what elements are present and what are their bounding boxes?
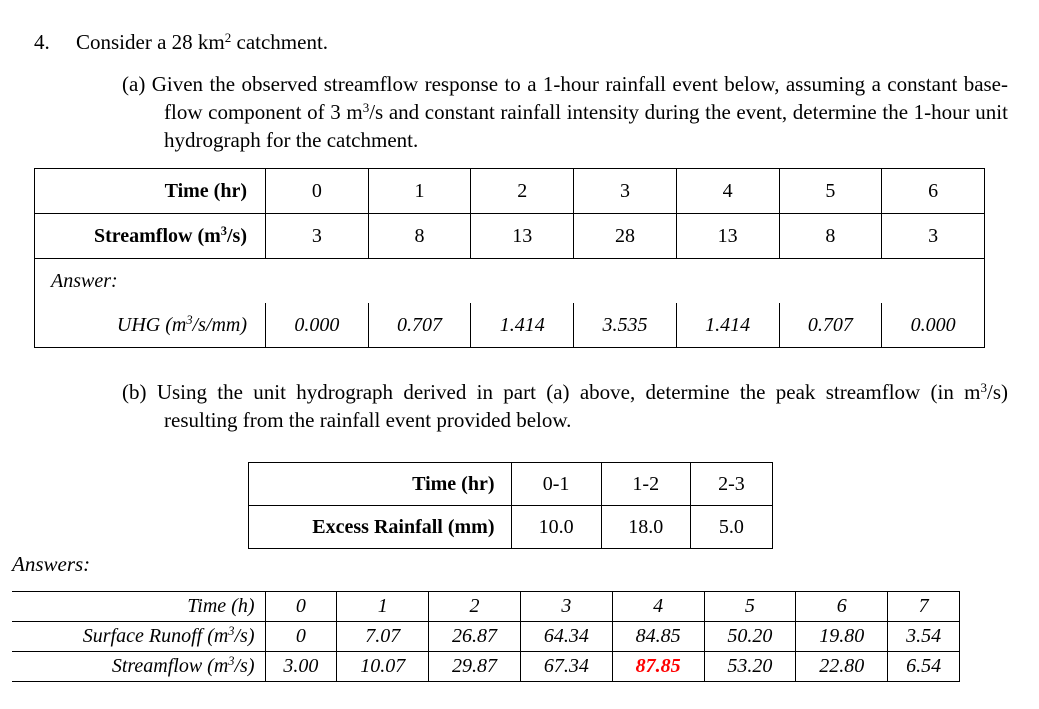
time-cell: 1 [368, 169, 471, 214]
table-row [249, 463, 773, 506]
uhg-header [35, 303, 266, 348]
runoff-header-pre: Surface Runoff (m [82, 625, 229, 647]
part-b-text-1: Using the unit hydrograph derived in part (a) above, determine the peak streamflow (in m [156, 380, 981, 404]
part-b-text-2: /s) resulting from the rainfall event provided below. [164, 380, 1009, 432]
question-text-end: catchment. [231, 30, 329, 54]
streamflow-cell: 13 [676, 214, 779, 259]
streamflow-table [34, 168, 985, 348]
excess-rainfall-header: Excess Rainfall (mm) [249, 506, 512, 549]
answer-streamflow-cell: 29.87 [429, 652, 521, 682]
uhg-cell: 0.000 [266, 303, 369, 348]
answers-table [12, 591, 960, 682]
answer-streamflow-header-sup: 3 [228, 654, 235, 669]
runoff-cell: 26.87 [429, 622, 521, 652]
rain-cell: 10.0 [511, 506, 601, 549]
rain-cell: 18.0 [601, 506, 690, 549]
part-a-text-1: Given the observed streamflow response to a 1-hour rainfall event below, assuming a constant base-flow component of 3 m [151, 72, 1008, 124]
runoff-cell: 0 [265, 622, 337, 652]
table-row [35, 214, 985, 259]
part-b-sup: 3 [980, 379, 988, 395]
question-text [76, 30, 328, 55]
question-text-main: Consider a 28 km [76, 30, 225, 54]
streamflow-cell: 8 [779, 214, 882, 259]
answer-streamflow-cell: 22.80 [796, 652, 888, 682]
runoff-header-sup: 3 [228, 624, 235, 639]
streamflow-cell: 28 [574, 214, 677, 259]
streamflow-cell: 3 [266, 214, 369, 259]
answer-streamflow-cell: 10.07 [337, 652, 429, 682]
uhg-header-pre: UHG (m [116, 313, 187, 336]
streamflow-header-pre: Streamflow (m [93, 224, 221, 247]
answer-time-cell: 6 [796, 592, 888, 622]
table-row [12, 592, 960, 622]
peak-streamflow-cell: 87.85 [612, 652, 704, 682]
table-row [249, 506, 773, 549]
answer-time-cell: 2 [429, 592, 521, 622]
time-cell: 6 [882, 169, 985, 214]
time-cell: 3 [574, 169, 677, 214]
answer-time-cell: 1 [337, 592, 429, 622]
table-row [12, 652, 960, 682]
answer-time-cell: 3 [520, 592, 612, 622]
surface-runoff-header [12, 622, 265, 652]
runoff-cell: 7.07 [337, 622, 429, 652]
answers-label: Answers: [12, 552, 91, 576]
part-a-label: (a) [122, 72, 146, 96]
runoff-cell: 3.54 [888, 622, 960, 652]
answer-streamflow-cell: 67.34 [520, 652, 612, 682]
answer-label: Answer: [35, 259, 985, 304]
streamflow-cell: 3 [882, 214, 985, 259]
answer-streamflow-cell: 6.54 [888, 652, 960, 682]
part-a-sup: 3 [362, 99, 370, 115]
streamflow-header-sup: 3 [220, 223, 227, 238]
uhg-cell: 3.535 [574, 303, 677, 348]
answer-time-cell: 5 [704, 592, 796, 622]
part-b-text [122, 378, 1008, 434]
time-cell: 2 [471, 169, 574, 214]
uhg-cell: 0.707 [368, 303, 471, 348]
uhg-cell: 0.000 [882, 303, 985, 348]
answer-streamflow-header-post: /s) [234, 655, 255, 677]
runoff-header-post: /s) [234, 625, 255, 647]
answer-streamflow-header [12, 652, 265, 682]
uhg-cell: 0.707 [779, 303, 882, 348]
rain-time-cell: 0-1 [511, 463, 601, 506]
part-b-label: (b) [122, 380, 147, 404]
uhg-cell: 1.414 [471, 303, 574, 348]
streamflow-header-post: /s) [227, 224, 247, 247]
part-a-text-2: /s and constant rainfall intensity during the event, determine the 1-hour unit hydrograph for the catchment. [164, 100, 1008, 152]
table-row [35, 259, 985, 304]
runoff-cell: 19.80 [796, 622, 888, 652]
question-number: 4. [34, 30, 50, 54]
answer-streamflow-header-pre: Streamflow (m [111, 655, 229, 677]
time-cell: 0 [266, 169, 369, 214]
rain-time-header: Time (hr) [249, 463, 512, 506]
part-a-paragraph [122, 70, 1008, 154]
table-row [12, 622, 960, 652]
runoff-cell: 50.20 [704, 622, 796, 652]
answer-streamflow-cell: 3.00 [265, 652, 337, 682]
table-row [35, 303, 985, 348]
answer-time-cell: 0 [265, 592, 337, 622]
time-cell: 4 [676, 169, 779, 214]
answer-time-cell: 4 [612, 592, 704, 622]
streamflow-header [35, 214, 266, 259]
rain-cell: 5.0 [690, 506, 772, 549]
rain-time-cell: 1-2 [601, 463, 690, 506]
rainfall-table [248, 462, 773, 549]
table-row [35, 169, 985, 214]
rain-time-cell: 2-3 [690, 463, 772, 506]
uhg-cell: 1.414 [676, 303, 779, 348]
time-cell: 5 [779, 169, 882, 214]
uhg-header-post: /s/mm) [192, 313, 247, 336]
uhg-header-sup: 3 [186, 312, 193, 327]
streamflow-cell: 13 [471, 214, 574, 259]
answer-time-cell: 7 [888, 592, 960, 622]
part-b-paragraph [122, 378, 1008, 434]
question-text-sup: 2 [224, 29, 232, 45]
part-a-text [122, 70, 1008, 154]
time-header: Time (hr) [35, 169, 266, 214]
answer-time-header: Time (h) [12, 592, 265, 622]
runoff-cell: 64.34 [520, 622, 612, 652]
answer-streamflow-cell: 53.20 [704, 652, 796, 682]
runoff-cell: 84.85 [612, 622, 704, 652]
streamflow-cell: 8 [368, 214, 471, 259]
